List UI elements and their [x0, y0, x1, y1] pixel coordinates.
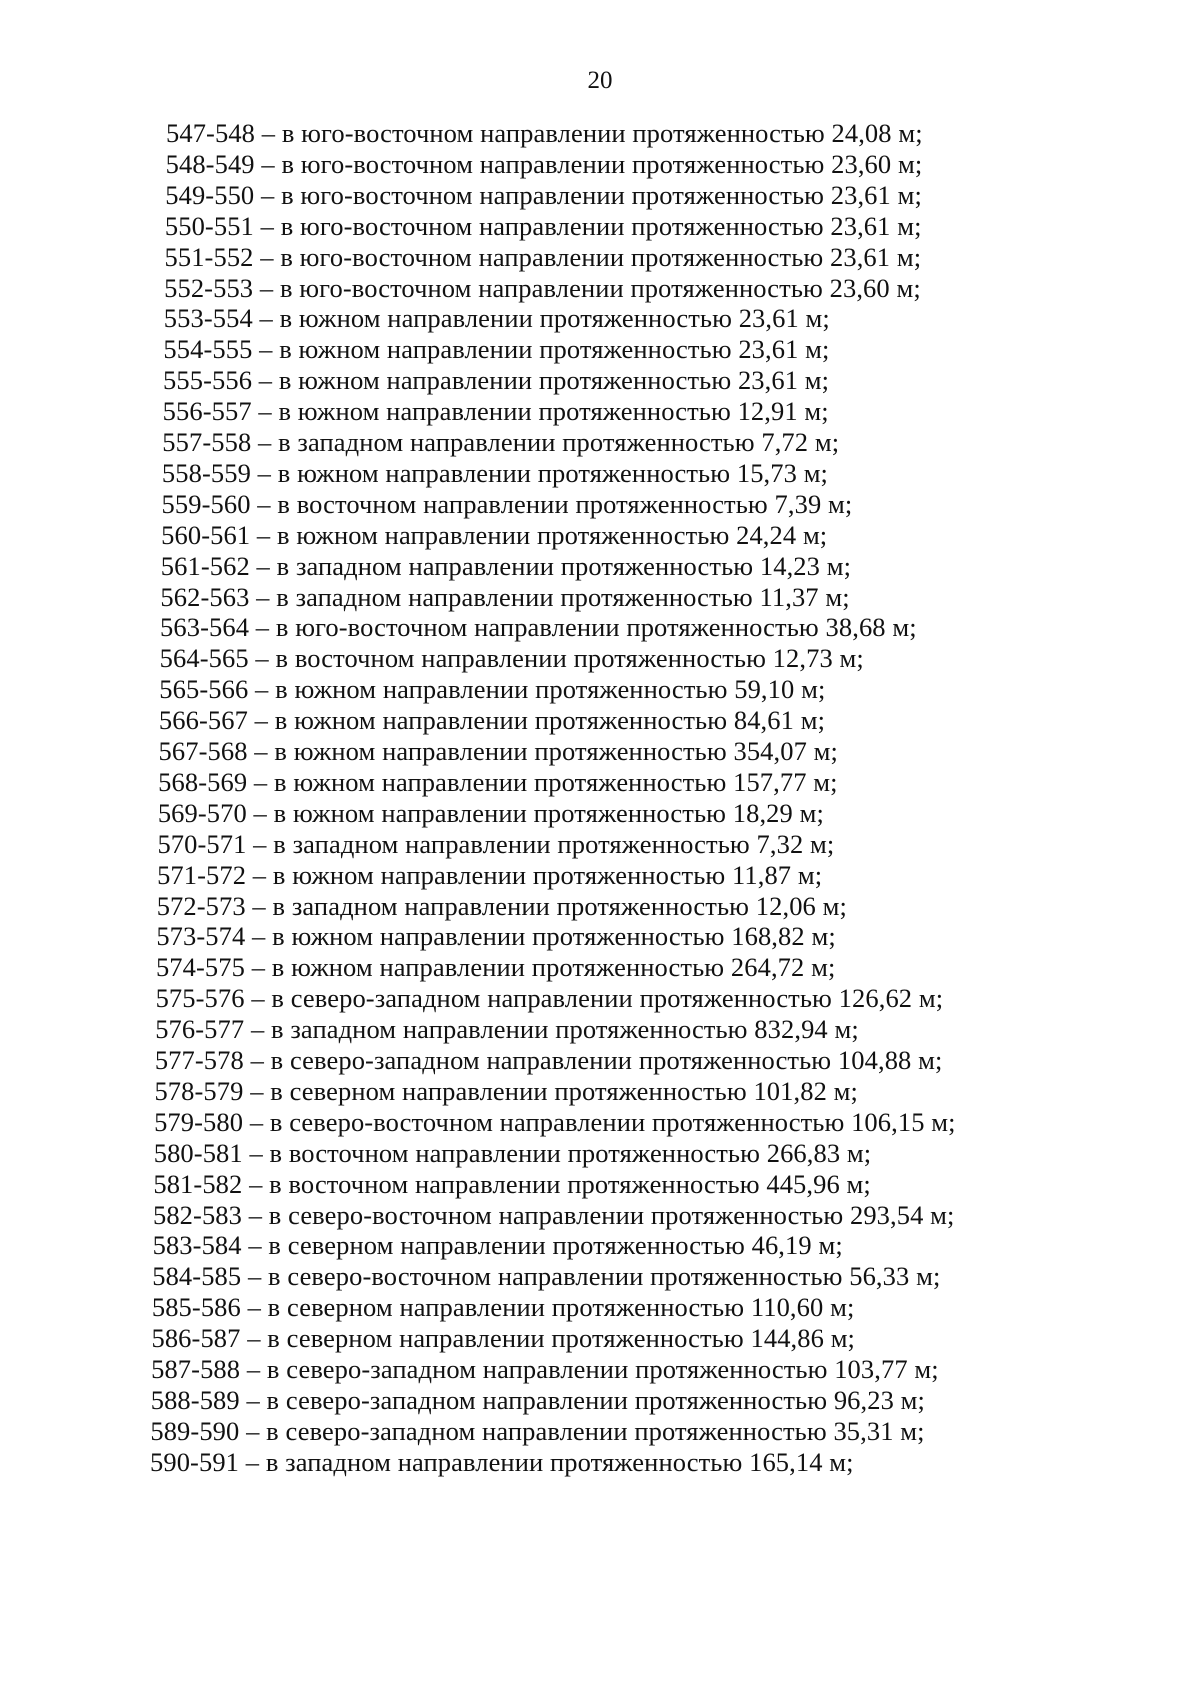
boundary-segment-line: 582-583 – в северо-восточном направлении протяженностью 293,54 м;: [152, 1199, 955, 1230]
boundary-segment-line: 552-553 – в юго-восточном направлении протяженностью 23,60 м;: [164, 272, 921, 303]
boundary-segment-line: 563-564 – в юго-восточном направлении протяженностью 38,68 м;: [160, 612, 917, 643]
boundary-segment-line: 561-562 – в западном направлении протяженностью 14,23 м;: [160, 550, 852, 581]
boundary-segment-line: 581-582 – в восточном направлении протяженностью 445,96 м;: [153, 1168, 871, 1199]
boundary-segment-line: 560-561 – в южном направлении протяженностью 24,24 м;: [161, 519, 828, 550]
boundary-segment-line: 579-580 – в северо-восточном направлении протяженностью 106,15 м;: [154, 1106, 956, 1137]
boundary-segment-line: 549-550 – в юго-восточном направлении протяженностью 23,61 м;: [165, 179, 922, 210]
boundary-segment-line: 567-568 – в южном направлении протяженностью 354,07 м;: [158, 736, 839, 766]
boundary-segment-line: 587-588 – в северо-западном направлении протяженностью 103,77 м;: [151, 1354, 939, 1384]
boundary-segment-line: 589-590 – в северо-западном направлении протяженностью 35,31 м;: [150, 1415, 925, 1446]
boundary-segment-line: 556-557 – в южном направлении протяженностью 12,91 м;: [162, 396, 829, 427]
boundary-segment-line: 573-574 – в южном направлении протяженностью 168,82 м;: [156, 921, 836, 952]
boundary-segment-line: 564-565 – в восточном направлении протяженностью 12,73 м;: [159, 643, 864, 674]
boundary-segment-line: 547-548 – в юго-восточном направлении протяженностью 24,08 м;: [166, 118, 923, 148]
boundary-segment-line: 548-549 – в юго-восточном направлении протяженностью 23,60 м;: [165, 148, 923, 179]
boundary-segment-line: 551-552 – в юго-восточном направлении протяженностью 23,61 м;: [164, 241, 922, 272]
boundary-segment-line: 588-589 – в северо-западном направлении протяженностью 96,23 м;: [150, 1384, 926, 1415]
boundary-segment-line: 568-569 – в южном направлении протяженностью 157,77 м;: [158, 766, 838, 797]
boundary-segment-line: 569-570 – в южном направлении протяженностью 18,29 м;: [157, 797, 824, 828]
boundary-segment-line: 585-586 – в северном направлении протяженностью 110,60 м;: [151, 1292, 855, 1323]
boundary-segment-line: 580-581 – в восточном направлении протяженностью 266,83 м;: [153, 1137, 872, 1168]
boundary-segment-line: 550-551 – в юго-восточном направлении протяженностью 23,61 м;: [164, 210, 922, 241]
boundary-segment-line: 584-585 – в северо-восточном направлении протяженностью 56,33 м;: [152, 1261, 941, 1292]
boundary-segment-line: 577-578 – в северо-западном направлении протяженностью 104,88 м;: [154, 1045, 943, 1075]
boundary-segment-line: 565-566 – в южном направлении протяженностью 59,10 м;: [159, 674, 826, 705]
boundary-segment-line: 570-571 – в западном направлении протяженностью 7,32 м;: [157, 828, 835, 859]
boundary-segment-line: 553-554 – в южном направлении протяженностью 23,61 м;: [163, 303, 830, 334]
boundary-segment-line: 578-579 – в северном направлении протяженностью 101,82 м;: [154, 1075, 858, 1106]
boundary-segment-line: 557-558 – в западном направлении протяженностью 7,72 м;: [162, 427, 840, 457]
boundary-segment-line: 559-560 – в восточном направлении протяженностью 7,39 м;: [161, 488, 853, 519]
boundary-segment-line: 571-572 – в южном направлении протяженностью 11,87 м;: [157, 859, 823, 890]
boundary-segment-line: 566-567 – в южном направлении протяженностью 84,61 м;: [158, 705, 826, 736]
boundary-segment-line: 590-591 – в западном направлении протяженностью 165,14 м;: [150, 1446, 854, 1477]
boundary-segment-line: 558-559 – в южном направлении протяженностью 15,73 м;: [161, 457, 829, 488]
boundary-segment-line: 575-576 – в северо-западном направлении протяженностью 126,62 м;: [155, 983, 944, 1014]
boundary-segment-line: 554-555 – в южном направлении протяженностью 23,61 м;: [163, 334, 830, 365]
page-number: 20: [587, 67, 613, 94]
boundary-segment-line: 586-587 – в северном направлении протяженностью 144,86 м;: [151, 1323, 856, 1354]
boundary-segment-line: 576-577 – в западном направлении протяженностью 832,94 м;: [155, 1014, 859, 1045]
boundary-segment-line: 555-556 – в южном направлении протяженностью 23,61 м;: [163, 365, 830, 396]
boundary-segment-line: 572-573 – в западном направлении протяженностью 12,06 м;: [156, 890, 847, 921]
boundary-segment-line: 583-584 – в северном направлении протяженностью 46,19 м;: [152, 1230, 843, 1261]
boundary-segment-line: 562-563 – в западном направлении протяженностью 11,37 м;: [160, 581, 850, 612]
boundary-segment-line: 574-575 – в южном направлении протяженностью 264,72 м;: [155, 952, 836, 983]
